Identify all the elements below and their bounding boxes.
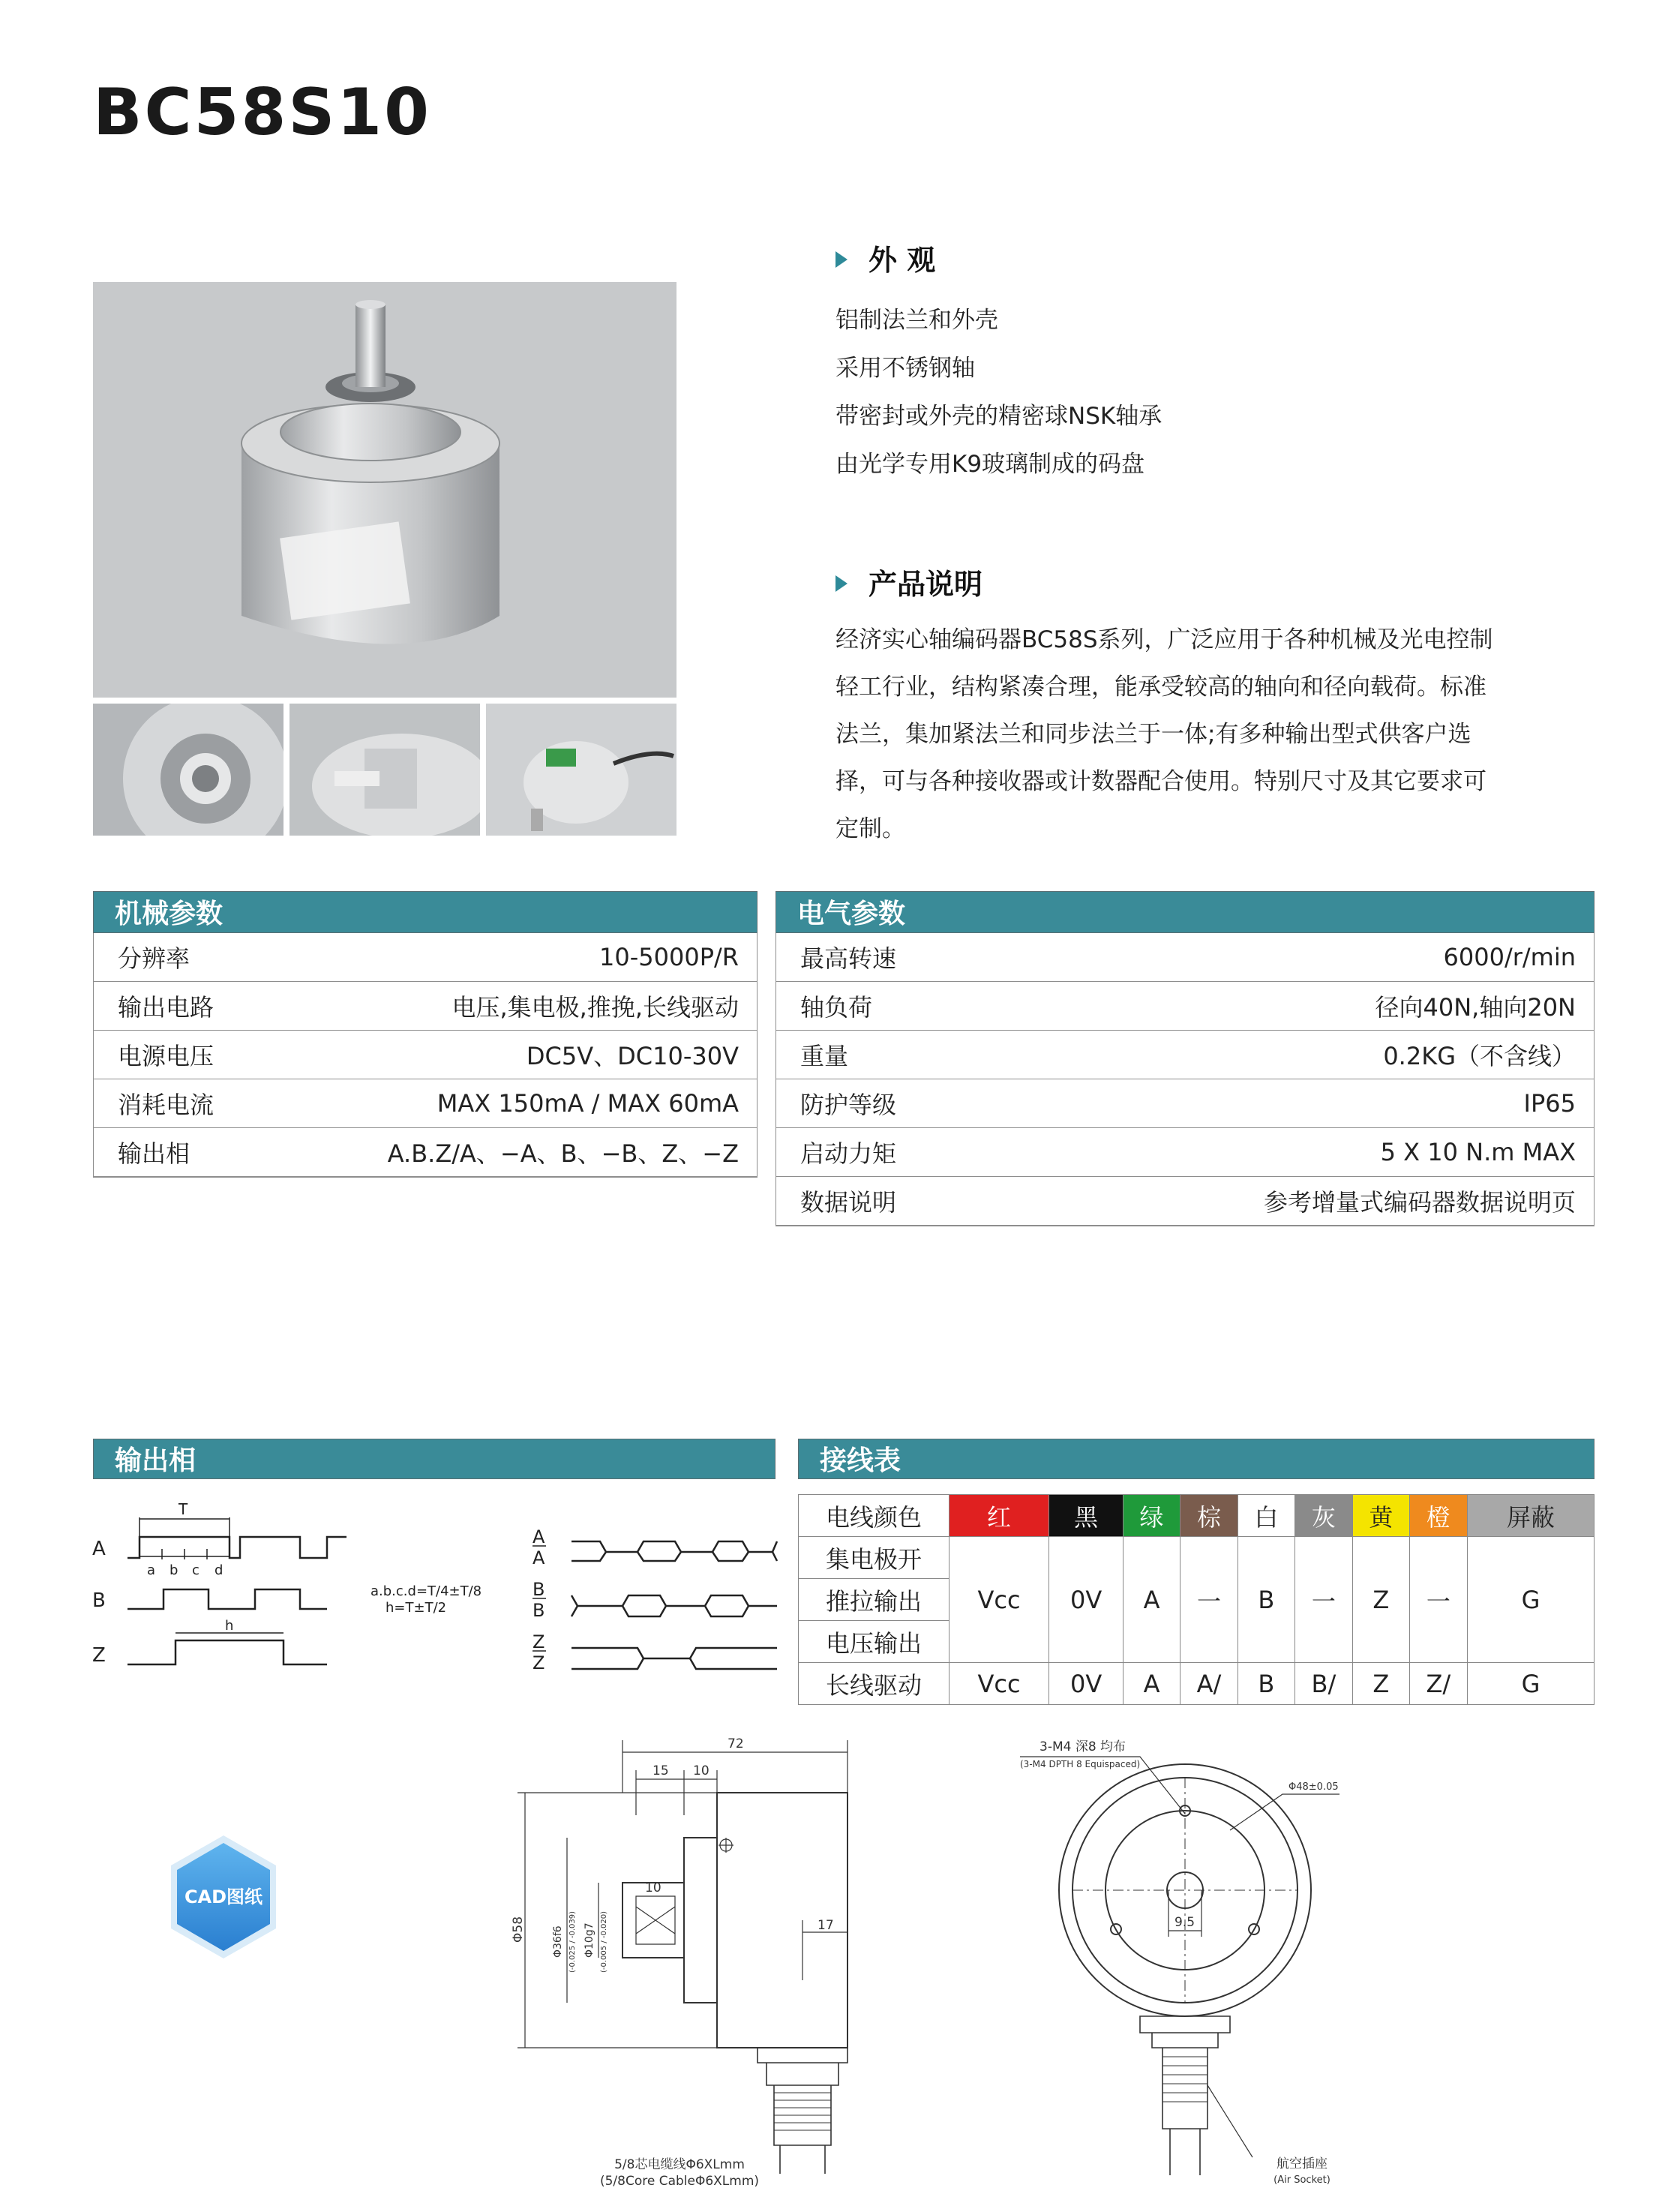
dim-17: 17 <box>818 1918 834 1933</box>
encoder-cable-illustration <box>486 704 676 836</box>
wire-value: Vcc <box>950 1537 1049 1663</box>
description-text <box>836 617 1593 853</box>
table-row <box>94 1031 757 1079</box>
dim-line-58 <box>518 1793 717 2048</box>
param-value: DC5V、DC10-30V <box>266 1031 757 1079</box>
dim-9-5: 9.5 <box>1174 1915 1196 1930</box>
diff-label: Z <box>532 1652 545 1673</box>
wire-row-label: 长线驱动 <box>799 1663 950 1705</box>
flange-outline <box>684 1838 717 2003</box>
cad-badge-label: CAD图纸 <box>184 1886 263 1907</box>
output-phase-heading: 输出相 <box>93 1439 776 1479</box>
encoder-front-illustration <box>93 704 284 836</box>
abcd-label: d <box>214 1562 224 1578</box>
wire-color-cell: 棕 <box>1180 1495 1238 1537</box>
socket-note <box>1257 2156 1347 2189</box>
waveform-diff-b <box>572 1595 777 1616</box>
table-row <box>776 933 1594 982</box>
wire-color-cell: 白 <box>1238 1495 1295 1537</box>
product-photo-main <box>93 282 676 698</box>
encoder-illustration <box>93 282 676 698</box>
param-label: 启动力矩 <box>776 1128 1006 1177</box>
description-line: 择，可与各种接收器或计数器配合使用。特别尺寸及其它要求可 <box>836 768 1486 795</box>
wire-value: 一 <box>1409 1537 1467 1663</box>
product-photo-thumb-1 <box>93 704 284 836</box>
description-line: 轻工行业，结构紧凑合理，能承受较高的轴向和径向载荷。标准 <box>836 674 1486 701</box>
param-value: 6000/r/min <box>1006 933 1594 982</box>
socket-label: 航空插座 <box>1276 2156 1328 2171</box>
feature-item: 采用不锈钢轴 <box>836 355 975 382</box>
wire-row-label: 电压输出 <box>799 1621 950 1663</box>
dim-72: 72 <box>728 1736 744 1751</box>
holes-label-en: (3-M4 DPTH 8 Equispaced) <box>1020 1759 1141 1769</box>
table-row <box>776 1177 1594 1226</box>
dim-10-top: 10 <box>693 1763 710 1778</box>
description-heading-text: 产品说明 <box>868 568 983 601</box>
connector-thread <box>1162 2057 1208 2102</box>
wire-value: G <box>1468 1663 1594 1705</box>
param-value: 10-5000P/R <box>266 933 757 982</box>
wire-color-cell: 黑 <box>1049 1495 1124 1537</box>
phase-label-b: B <box>92 1589 106 1612</box>
cable-note <box>582 2156 777 2189</box>
wire-color-cell: 灰 <box>1294 1495 1352 1537</box>
holes-label: 3-M4 深8 均布 <box>1040 1739 1126 1754</box>
param-label: 数据说明 <box>776 1177 1006 1226</box>
dim-10-shaft: 10 <box>645 1880 662 1895</box>
triangle-bullet-icon <box>836 251 848 268</box>
diff-label: A <box>532 1526 545 1547</box>
param-value: 5 X 10 N.m MAX <box>1006 1128 1594 1177</box>
dim-10g7: Φ10g7 <box>584 1922 596 1958</box>
wiring-heading: 接线表 <box>798 1439 1594 1479</box>
abcd-label: a <box>147 1562 156 1578</box>
wire-value: 一 <box>1294 1537 1352 1663</box>
waveform-diff-a <box>572 1541 777 1561</box>
electrical-panel <box>776 891 1594 1226</box>
table-row <box>799 1663 1594 1705</box>
description-line: 定制。 <box>836 815 905 842</box>
table-row <box>94 933 757 982</box>
t-dimension <box>140 1517 230 1537</box>
formula-abcd: a.b.c.d=T/4±T/8 <box>370 1583 482 1599</box>
wire-color-cell: 黄 <box>1353 1495 1410 1537</box>
wire-value: G <box>1468 1537 1594 1663</box>
wire-value: Z/ <box>1409 1663 1467 1705</box>
wire-row-label: 推拉输出 <box>799 1579 950 1621</box>
wire-value: B <box>1238 1537 1295 1663</box>
abcd-label: c <box>192 1562 200 1578</box>
output-phase-diagram <box>82 1496 802 1684</box>
abcd-dimension <box>140 1549 230 1559</box>
socket-label-en: (Air Socket) <box>1274 2174 1330 2186</box>
param-label: 最高转速 <box>776 933 1006 982</box>
encoder-side-illustration <box>290 704 480 836</box>
table-row <box>776 982 1594 1031</box>
feature-item: 由光学专用K9玻璃制成的码盘 <box>836 451 1145 478</box>
param-label: 分辨率 <box>94 933 266 982</box>
mechanical-table-wrap <box>93 933 758 1178</box>
triangle-bullet-icon <box>836 575 848 592</box>
wire-value: A <box>1124 1537 1180 1663</box>
product-photo-thumb-2 <box>290 704 480 836</box>
wire-value: 一 <box>1180 1537 1238 1663</box>
feature-item: 带密封或外壳的精密球NSK轴承 <box>836 403 1162 430</box>
product-photo-thumb-3 <box>486 704 676 836</box>
appearance-heading <box>836 237 935 278</box>
electrical-table-wrap <box>776 933 1594 1226</box>
cad-front-view <box>1005 1733 1365 2183</box>
screw-cross-icon <box>718 1838 734 1853</box>
param-label: 输出相 <box>94 1128 266 1177</box>
wire-value: 0V <box>1049 1537 1124 1663</box>
table-row <box>94 982 757 1031</box>
mechanical-table <box>94 933 757 1177</box>
cad-badge[interactable] <box>168 1834 279 1960</box>
dim-15: 15 <box>652 1763 669 1778</box>
waveform-diff-z <box>572 1648 777 1669</box>
param-value: A.B.Z/A、−A、B、−B、Z、−Z <box>266 1128 757 1177</box>
phase-label-z: Z <box>92 1644 106 1667</box>
table-row <box>776 1128 1594 1177</box>
feature-item: 铝制法兰和外壳 <box>836 307 998 334</box>
wire-value: Z <box>1353 1537 1410 1663</box>
connector-outline <box>758 2048 848 2174</box>
connector-outline <box>1140 2016 1230 2175</box>
page-title: BC58S10 <box>93 75 431 150</box>
param-label: 轴负荷 <box>776 982 1006 1031</box>
description-line: 法兰，集加紧法兰和同步法兰于一体;有多种输出型式供客户选 <box>836 721 1472 748</box>
appearance-heading-text: 外 观 <box>868 244 936 277</box>
param-label: 输出电路 <box>94 982 266 1031</box>
param-label: 防护等级 <box>776 1079 1006 1128</box>
electrical-heading: 电气参数 <box>776 891 1594 933</box>
wire-value: Vcc <box>950 1663 1049 1705</box>
electrical-table <box>776 933 1594 1226</box>
wire-value: B/ <box>1294 1663 1352 1705</box>
mechanical-panel <box>93 891 758 1178</box>
waveform-b <box>128 1589 327 1609</box>
description-heading <box>836 561 982 602</box>
wiring-table <box>798 1494 1594 1705</box>
table-row <box>776 1031 1594 1079</box>
keyway-outline <box>636 1896 675 1944</box>
param-value: 0.2KG（不含线） <box>1006 1031 1594 1079</box>
cable-label: 5/8芯电缆线Φ6XLmm <box>614 2157 745 2172</box>
diff-label: A <box>532 1547 545 1568</box>
param-value: MAX 150mA / MAX 60mA <box>266 1079 757 1128</box>
wire-value: Z <box>1353 1663 1410 1705</box>
wire-color-cell: 红 <box>950 1495 1049 1537</box>
waveform-z <box>128 1640 327 1664</box>
param-label: 重量 <box>776 1031 1006 1079</box>
feature-list <box>836 296 1162 488</box>
wire-value: A <box>1124 1663 1180 1705</box>
table-row <box>776 1079 1594 1128</box>
description-line: 经济实心轴编码器BC58S系列，广泛应用于各种机械及光电控制 <box>836 626 1493 653</box>
wire-color-cell: 橙 <box>1409 1495 1467 1537</box>
dim-58: Φ58 <box>511 1916 526 1943</box>
table-row <box>94 1128 757 1177</box>
diff-label: Z <box>532 1631 545 1652</box>
param-label: 电源电压 <box>94 1031 266 1079</box>
cad-side-view <box>495 1725 885 2175</box>
param-value: 参考增量式编码器数据说明页 <box>1006 1177 1594 1226</box>
param-value: IP65 <box>1006 1079 1594 1128</box>
wire-value: A/ <box>1180 1663 1238 1705</box>
table-row <box>94 1079 757 1128</box>
connector-thread <box>774 2093 831 2130</box>
dim-48: Φ48±0.05 <box>1288 1781 1339 1793</box>
wire-value: B <box>1238 1663 1295 1705</box>
wire-header-label: 电线颜色 <box>799 1495 950 1537</box>
socket-leader <box>1208 2085 1252 2157</box>
diff-label: B <box>532 1600 545 1621</box>
t-label: T <box>178 1500 188 1518</box>
param-value: 电压,集电极,推挽,长线驱动 <box>266 982 757 1031</box>
waveform-a <box>128 1537 346 1558</box>
formula-h: h=T±T/2 <box>386 1600 447 1616</box>
dim-36: Φ36f6 <box>552 1925 564 1958</box>
param-value: 径向40N,轴向20N <box>1006 982 1594 1031</box>
param-label: 消耗电流 <box>94 1079 266 1128</box>
wire-value: 0V <box>1049 1663 1124 1705</box>
wire-color-cell: 绿 <box>1124 1495 1180 1537</box>
cable-label-en: (5/8Core CableΦ6XLmm) <box>599 2174 760 2189</box>
dim-36-tol: (-0.025 / -0.039) <box>568 1910 577 1973</box>
wire-color-cell: 屏蔽 <box>1468 1495 1594 1537</box>
phase-label-a: A <box>92 1538 106 1560</box>
wire-color-row <box>799 1495 1594 1537</box>
dim-10g7-tol: (-0.005 / -0.020) <box>600 1910 608 1973</box>
h-label: h <box>225 1618 234 1634</box>
diff-label: B <box>532 1579 545 1600</box>
abcd-label: b <box>170 1562 178 1578</box>
mechanical-heading: 机械参数 <box>93 891 758 933</box>
table-row <box>799 1537 1594 1579</box>
wire-row-label: 集电极开 <box>799 1537 950 1579</box>
